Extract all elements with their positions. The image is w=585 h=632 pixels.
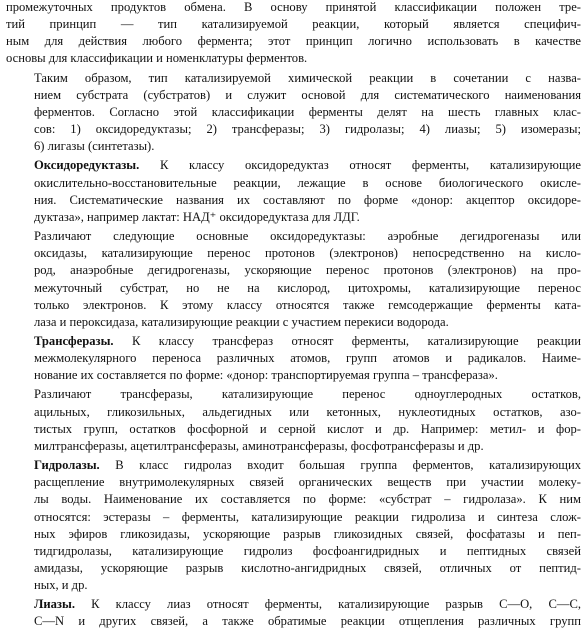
text-line: тидгидролазы, катализирующие гидролиз фосфоангидридных и пептидных связей [34, 543, 581, 558]
text-line-part: тий принцип — тип катализируемой реакции, который является специфич- [6, 17, 581, 32]
text-line: лаза и пероксидаза, катализирующие реакции с участием перекиси водорода. [34, 314, 449, 329]
text-line: 6) лигазы (синтетазы). [34, 139, 155, 154]
text-line: межмолекулярного переноса различных атомов, групп атомов и радикалов. Наиме- [34, 351, 581, 366]
text-line: ния. Систематические названия их составляют по форме «донор: акцептор оксидоре- [34, 192, 581, 207]
paragraph-lyases [6, 596, 581, 630]
text-line-part: К классу оксидоредуктаз относят ферменты, катализирующие [139, 158, 581, 173]
text-line: амидазы, ускоряющие разрыв кислотно-ангидридных связей, отличных от пептид- [34, 561, 581, 575]
text-line: сов: 1) оксидоредуктазы; 2) трансферазы; 3) гидролазы; 4) лиазы; 5) изомеразы; [34, 122, 581, 137]
text-line: окислительно-восстановительные реакции, лежащие в основе биологического окисле- [34, 175, 581, 190]
text-line: Различают трансферазы, катализирующие перенос одноуглеродных остатков, [34, 387, 581, 402]
text-line: дуктаза», например лактат: НАД⁺ оксидоредуктаза для ЛДГ. [34, 209, 360, 224]
text-line: только электронов. К этому классу относятся также гемсодержащие ферменты ката- [34, 297, 581, 312]
text-line: основы для классификации и номенклатуры ферментов. [6, 51, 308, 66]
text-line: ацильных, гликозильных, альдегидных или кетонных, нуклеотидных остатков, азо- [34, 404, 581, 419]
text-line: относятся: эстеразы – ферменты, катализирующие реакции гидролиза и синтеза слож- [34, 509, 581, 524]
text-line-part: В класс гидролаз входит большая группа ферментов, катализирующих [99, 458, 581, 473]
text-line: ных эфиров гликозидазы, ускоряющие разрыв гликозидных связей, фосфатазы и пеп- [34, 526, 581, 541]
text-line: промежуточных продуктов обмена. В основу принятой классификации положен тре- [6, 0, 581, 14]
text-line [6, 333, 581, 350]
text-line [6, 596, 581, 613]
paragraph-classification-principle [6, 0, 581, 68]
text-line: род, анаэробные дегидрогеназы, ускоряющие перенос протонов (электронов) на про- [34, 263, 581, 278]
text-line: ферментов. Согласно этой классификации ферменты делят на шесть главных клас- [34, 104, 581, 119]
paragraph-oxidoreductase-types [6, 228, 581, 331]
text-line-part: К классу лиаз относят ферменты, катализирующие разрыв С—О, С—С, [74, 597, 581, 612]
text-line: оксидазы, катализирующие перенос протонов (электронов) непосредственно на кисло- [34, 246, 581, 261]
paragraph-transferases [6, 333, 581, 384]
text-line [6, 457, 581, 474]
text-line: нование их составляется по форме: «донор: транспортируемая группа – трансфераза». [34, 368, 498, 383]
term-lyases: Лиазы. [34, 597, 75, 612]
text-line: милтрансферазы, ацетилтрансферазы, аминотрансферазы, фосфотрансферазы и др. [34, 438, 484, 453]
text-line: нием субстрата (субстратов) и служит основой для систематического наименования [34, 87, 581, 102]
text-line: ным для действия любого фермента; этот принцип логично использовать в качестве [6, 34, 581, 49]
text-line: С—N и других связей, а также обратимые реакции отщепления различных групп [34, 614, 581, 629]
text-line: лы воды. Наименование их составляется по форме: «субстрат – гидролаза». К ним [34, 492, 581, 507]
text-line: межуточный субстрат, но не на кислород, цитохромы, катализирующие перенос [34, 280, 581, 295]
text-line [6, 157, 581, 174]
text-line: Таким образом, тип катализируемой химической реакции в сочетании с назва- [34, 70, 581, 85]
text-line: ных, и др. [34, 578, 88, 593]
text-line: тистых групп, остатков фосфорной и серной кислот и др. Например: метил- и фор- [34, 421, 581, 436]
text-line: Различают следующие основные оксидоредуктазы: аэробные дегидрогеназы или [34, 229, 581, 244]
text-line-part: К классу трансфераз относят ферменты, катализирующие реакции [113, 333, 581, 348]
text-line: расщепление внутримолекулярных связей органических веществ при участии молеку- [34, 475, 581, 490]
paragraph-hydrolases [6, 457, 581, 594]
paragraph-six-classes [6, 70, 581, 156]
paragraph-transferase-types [6, 386, 581, 455]
term-hydrolases: Гидролазы. [34, 458, 100, 473]
term-oxidoreductases: Оксидоредуктазы. [34, 158, 140, 173]
term-transferases: Трансферазы. [34, 333, 114, 348]
text-line [6, 16, 581, 33]
paragraph-oxidoreductases [6, 157, 581, 226]
